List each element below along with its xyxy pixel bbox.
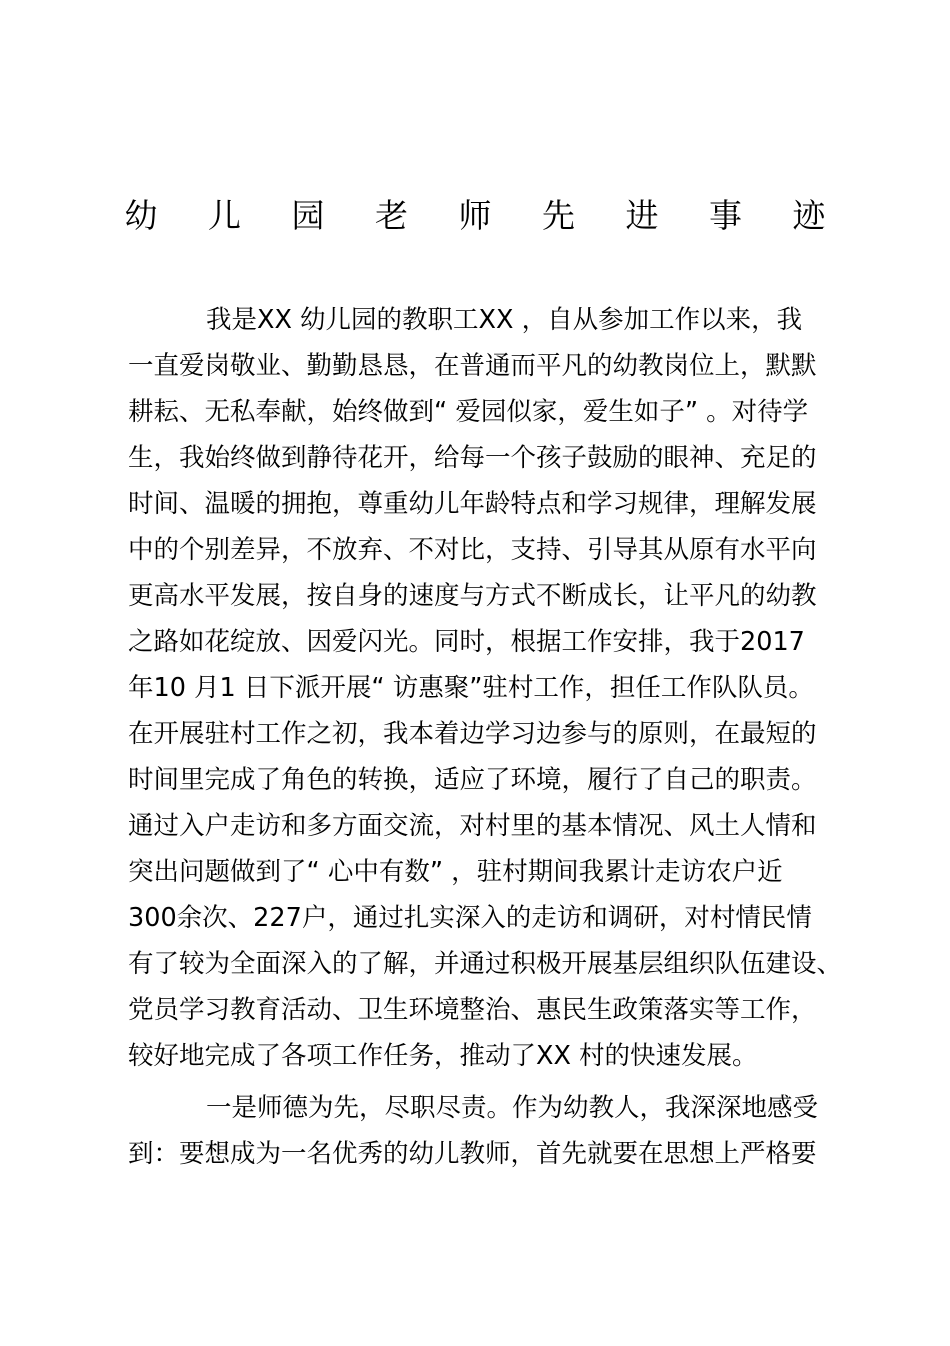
paragraph-line: 耕耘、无私奉献，始终做到“ 爱园似家，爱生如子” 。对待学 — [128, 397, 809, 427]
paragraph-line: 一直爱岗敬业、勤勤恳恳，在普通而平凡的幼教岗位上，默默 — [128, 351, 817, 381]
paragraph-line: 之路如花绽放、因爱闪光。同时，根据工作安排，我于2017 — [128, 627, 805, 657]
paragraph-line: 我是XX 幼儿园的教职工XX ，自从参加工作以来，我 — [206, 305, 803, 335]
paragraph-line: 通过入户走访和多方面交流，对村里的基本情况、风土人情和 — [128, 811, 817, 841]
paragraph-line: 300余次、227户，通过扎实深入的走访和调研，对村情民情 — [128, 903, 812, 933]
paragraph-line: 党员学习教育活动、卫生环境整治、惠民生政策落实等工作， — [128, 995, 817, 1025]
document-title: 幼 儿 园 老 师 先 进 事 迹 — [124, 196, 846, 235]
paragraph-line: 有了较为全面深入的了解，并通过积极开展基层组织队伍建设、 — [128, 949, 843, 979]
paragraph-line: 年10 月1 日下派开展“ 访惠聚”驻村工作，担任工作队队员。 — [128, 673, 814, 703]
paragraph-line: 时间里完成了角色的转换，适应了环境，履行了自己的职责。 — [128, 765, 817, 795]
paragraph-line: 较好地完成了各项工作任务，推动了XX 村的快速发展。 — [128, 1041, 758, 1071]
paragraph-line: 在开展驻村工作之初，我本着边学习边参与的原则，在最短的 — [128, 719, 817, 749]
paragraph-line: 突出问题做到了“ 心中有数” ，驻村期间我累计走访农户近 — [128, 857, 783, 887]
paragraph-line: 更高水平发展，按自身的速度与方式不断成长，让平凡的幼教 — [128, 581, 817, 611]
paragraph-line: 到：要想成为一名优秀的幼儿教师，首先就要在思想上严格要 — [128, 1139, 817, 1169]
paragraph-line: 一是师德为先，尽职尽责。作为幼教人，我深深地感受 — [206, 1093, 819, 1123]
paragraph-line: 中的个别差异，不放弃、不对比，支持、引导其从原有水平向 — [128, 535, 817, 565]
paragraph-line: 时间、温暖的拥抱，尊重幼儿年龄特点和学习规律，理解发展 — [128, 489, 817, 519]
paragraph-line: 生，我始终做到静待花开，给每一个孩子鼓励的眼神、充足的 — [128, 443, 817, 473]
